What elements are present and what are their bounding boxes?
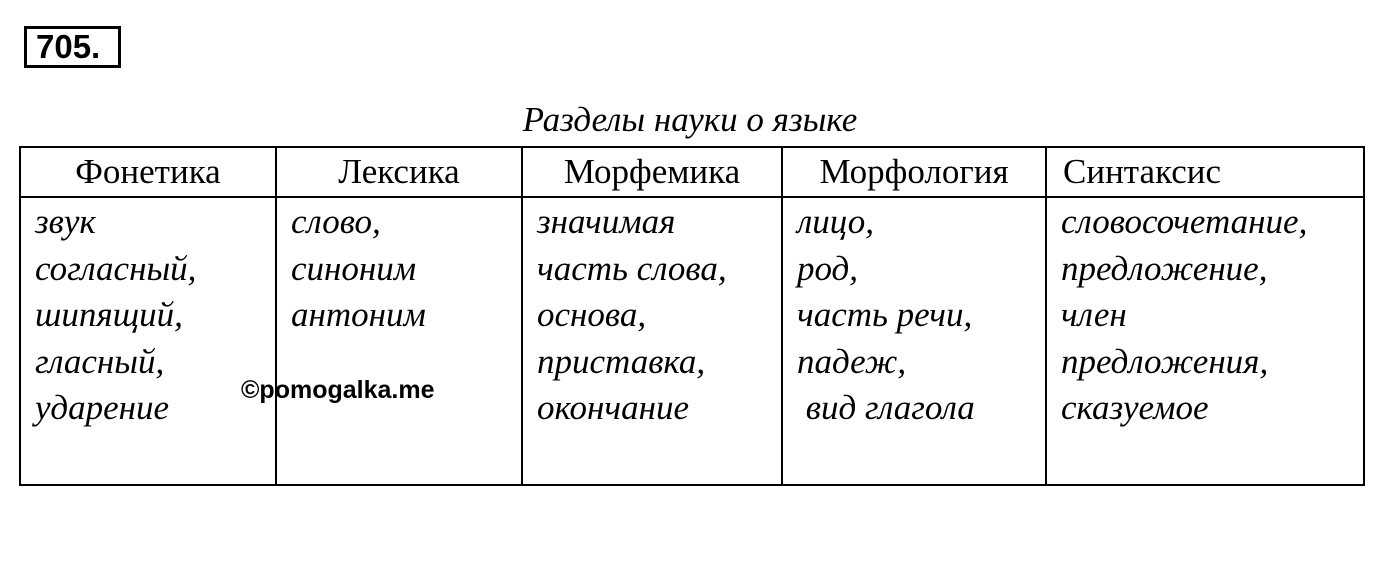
term: предложения, [1061, 341, 1269, 381]
terms-cell-lexicology [276, 197, 522, 485]
column-header-morphemics: Морфемика [522, 147, 782, 197]
column-header-phonetics: Фонетика [20, 147, 276, 197]
term: ударение [35, 388, 170, 427]
column-header-syntax: Синтаксис [1046, 147, 1364, 197]
terms-cell-morphemics [522, 197, 782, 485]
language-sections-table [19, 146, 1365, 486]
term: согласный, [35, 248, 197, 288]
term: словосочетание, [1061, 202, 1308, 241]
term: гласный, [35, 341, 165, 381]
term: предложение, [1061, 248, 1268, 288]
term: основа, [537, 295, 647, 334]
term: падеж, [797, 341, 907, 381]
table-terms-row [20, 197, 1364, 485]
terms-cell-syntax [1046, 197, 1364, 485]
term: вид глагола [797, 388, 975, 427]
term: член [1061, 295, 1127, 334]
table-header-row [20, 147, 1364, 197]
term: синоним [291, 248, 417, 288]
term: сказуемое [1061, 388, 1209, 427]
term: окончание [537, 388, 689, 427]
term: часть речи, [797, 295, 973, 334]
column-header-lexicology: Лексика [276, 147, 522, 197]
term: род, [797, 248, 858, 288]
term: лицо, [797, 202, 874, 241]
exercise-number: 705. [24, 26, 121, 68]
column-header-morphology: Морфология [782, 147, 1046, 197]
term: значимая [537, 202, 676, 241]
term: шипящий, [35, 295, 183, 334]
term: антоним [291, 295, 426, 334]
term: слово, [291, 202, 381, 241]
terms-cell-phonetics [20, 197, 276, 485]
table-title: Разделы науки о языке [522, 100, 858, 139]
term: звук [35, 202, 96, 241]
term: часть слова, [537, 248, 727, 288]
terms-cell-morphology [782, 197, 1046, 485]
term: приставка, [537, 341, 706, 381]
watermark: ©pomogalka.me [241, 376, 435, 404]
